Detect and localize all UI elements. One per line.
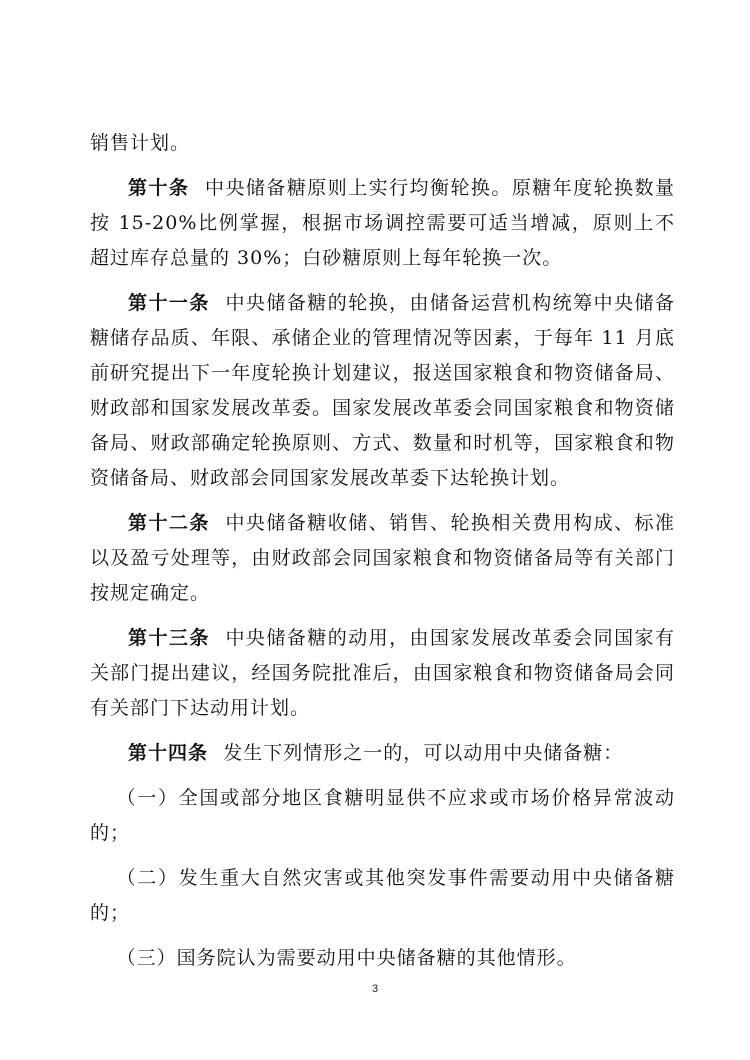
article-10 [90, 171, 675, 276]
paragraph-text: 中央储备糖收储、销售、轮换相关费用构成、标准以及盈亏处理等，由财政部会同国家粮食和物资储备局等有关部门按规定确定。 [90, 512, 675, 604]
paragraph-text: （二）发生重大自然灾害或其他突发事件需要动用中央储备糖的； [90, 867, 675, 924]
article-14 [90, 736, 675, 771]
paragraph-text: 中央储备糖的动用，由国家发展改革委会同国家有关部门提出建议，经国务院批准后，由国家粮食和物资储备局会同有关部门下达动用计划。 [90, 627, 675, 719]
paragraph-text: 中央储备糖原则上实行均衡轮换。原糖年度轮换数量按 15-20%比例掌握，根据市场调控需要可适当增减，原则上不超过库存总量的 30%；白砂糖原则上每年轮换一次。 [90, 177, 675, 269]
article-number: 第十四条 [128, 742, 209, 764]
article-11 [90, 286, 675, 496]
list-item-1 [90, 781, 675, 851]
paragraph-text: （三）国务院认为需要动用中央储备糖的其他情形。 [116, 947, 577, 969]
list-item-2 [90, 861, 675, 931]
document-body [90, 126, 675, 986]
article-number: 第十条 [128, 177, 190, 199]
article-number: 第十三条 [128, 627, 210, 649]
article-12 [90, 506, 675, 611]
article-number: 第十二条 [128, 512, 210, 534]
page-number: 3 [371, 983, 379, 995]
article-number: 第十一条 [128, 292, 210, 314]
paragraph-continuation [90, 126, 675, 161]
paragraph-text: 销售计划。 [90, 132, 191, 154]
paragraph-text: 中央储备糖的轮换，由储备运营机构统筹中央储备糖储存品质、年限、承储企业的管理情况等因素，于每年 11 月底前研究提出下一年度轮换计划建议，报送国家粮食和物资储备局、财政部和国家发展改革委。国家发展改革委会同国家粮食和物资储备局、财政部确定轮换原则、方式、数量和时机等，国家粮食和物资储备局、财政部会同国家发展改革委下达轮换计划。 [90, 292, 675, 489]
paragraph-text: 发生下列情形之一的，可以动用中央储备糖： [223, 742, 624, 764]
paragraph-text: （一）全国或部分地区食糖明显供不应求或市场价格异常波动的； [90, 787, 675, 844]
list-item-3 [90, 941, 675, 976]
article-13 [90, 621, 675, 726]
